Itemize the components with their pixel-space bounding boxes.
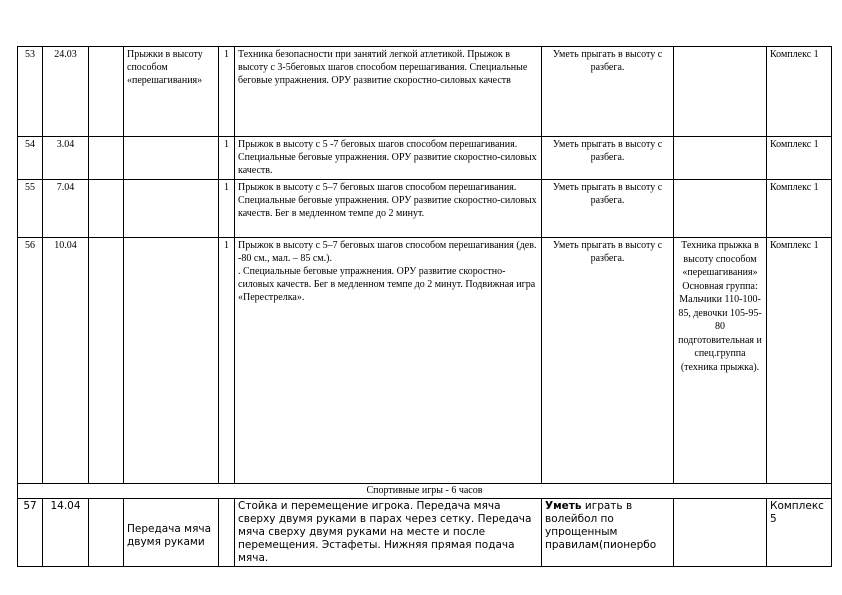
- table-row: [18, 238, 832, 484]
- lesson-hours: 1: [219, 180, 235, 238]
- lesson-content: Техника безопасности при занятий легкой атлетикой. Прыжок в высоту с 3-5беговых шагов способом перешагивания. Специальные беговые упражнения. ОРУ развитие скоростно-силовых качеств: [235, 47, 542, 137]
- lesson-date: 3.04: [43, 137, 89, 180]
- lesson-hours: 1: [219, 238, 235, 484]
- lesson-hours: 1: [219, 137, 235, 180]
- section-title: Спортивные игры - 6 часов: [18, 484, 832, 499]
- table-row: [18, 180, 832, 238]
- lesson-fact-date: [89, 47, 124, 137]
- lesson-fact-date: [89, 137, 124, 180]
- lesson-date: 10.04: [43, 238, 89, 484]
- lesson-control: [674, 47, 767, 137]
- lesson-topic: [124, 137, 219, 180]
- lesson-equipment: Комплекс 1: [767, 137, 832, 180]
- lesson-equipment: Комплекс 1: [767, 180, 832, 238]
- lesson-date: 24.03: [43, 47, 89, 137]
- lesson-number: 56: [18, 238, 43, 484]
- lesson-content-line: . Специальные беговые упражнения. ОРУ развитие скоростно-силовых качеств. Бег в медленном темпе до 2 минут. Подвижная игра «Перестрелка».: [238, 266, 536, 303]
- lesson-number: 57: [18, 499, 43, 567]
- lesson-date: 7.04: [43, 180, 89, 238]
- lesson-fact-date: [89, 180, 124, 238]
- lesson-hours: [219, 499, 235, 567]
- lesson-content: Стойка и перемещение игрока. Передача мяча сверху двумя руками в парах через сетку. Передача мяча сверху двумя руками на месте и после перемещения. Эстафеты. Нижняя прямая подача мяча.: [235, 499, 542, 567]
- lesson-control: [674, 499, 767, 567]
- lesson-requirements: Уметь прыгать в высоту с разбега.: [542, 180, 674, 238]
- lesson-equipment: Комплекс 1: [767, 47, 832, 137]
- lesson-fact-date: [89, 238, 124, 484]
- lesson-fact-date: [89, 499, 124, 567]
- lesson-requirements: [542, 499, 674, 567]
- lesson-control: Техника прыжка в высоту способом «перешагивания» Основная группа: Мальчики 110-100-85, девочки 105-95-80 подготовительная и спец.группа (техника прыжка).: [674, 238, 767, 484]
- lesson-requirements: Уметь прыгать в высоту с разбега.: [542, 238, 674, 484]
- lesson-content: [235, 238, 542, 484]
- requirements-text: играть в волейбол по упрощенным правилам(пионербо: [545, 500, 657, 551]
- lesson-requirements: Уметь прыгать в высоту с разбега.: [542, 47, 674, 137]
- lesson-number: 53: [18, 47, 43, 137]
- lesson-requirements: Уметь прыгать в высоту с разбега.: [542, 137, 674, 180]
- lesson-content: Прыжок в высоту с 5–7 беговых шагов способом перешагивания. Специальные беговые упражнения. ОРУ развитие скоростно-силовых качеств. Бег в медленном темпе до 2 минут.: [235, 180, 542, 238]
- lesson-topic: Передача мяча двумя руками: [124, 499, 219, 567]
- lesson-hours: 1: [219, 47, 235, 137]
- table-row: [18, 137, 832, 180]
- lesson-content-line: Прыжок в высоту с 5–7 беговых шагов способом перешагивания (дев. -80 см., мал. – 85 см.).: [238, 240, 537, 264]
- lesson-date: 14.04: [43, 499, 89, 567]
- table-row: [18, 47, 832, 137]
- requirements-keyword: Уметь: [545, 500, 582, 512]
- lesson-topic: [124, 238, 219, 484]
- section-header-row: [18, 484, 832, 499]
- lesson-topic: [124, 180, 219, 238]
- lesson-control: [674, 137, 767, 180]
- table-row: [18, 499, 832, 567]
- lesson-content: Прыжок в высоту с 5 -7 беговых шагов способом перешагивания. Специальные беговые упражнения. ОРУ развитие скоростно-силовых качеств.: [235, 137, 542, 180]
- lesson-topic: Прыжки в высоту способом «перешагивания»: [124, 47, 219, 137]
- lesson-equipment: Комплекс 1: [767, 238, 832, 484]
- lesson-plan-table: [17, 46, 832, 567]
- lesson-equipment: Комплекс 5: [767, 499, 832, 567]
- lesson-number: 54: [18, 137, 43, 180]
- lesson-number: 55: [18, 180, 43, 238]
- lesson-control: [674, 180, 767, 238]
